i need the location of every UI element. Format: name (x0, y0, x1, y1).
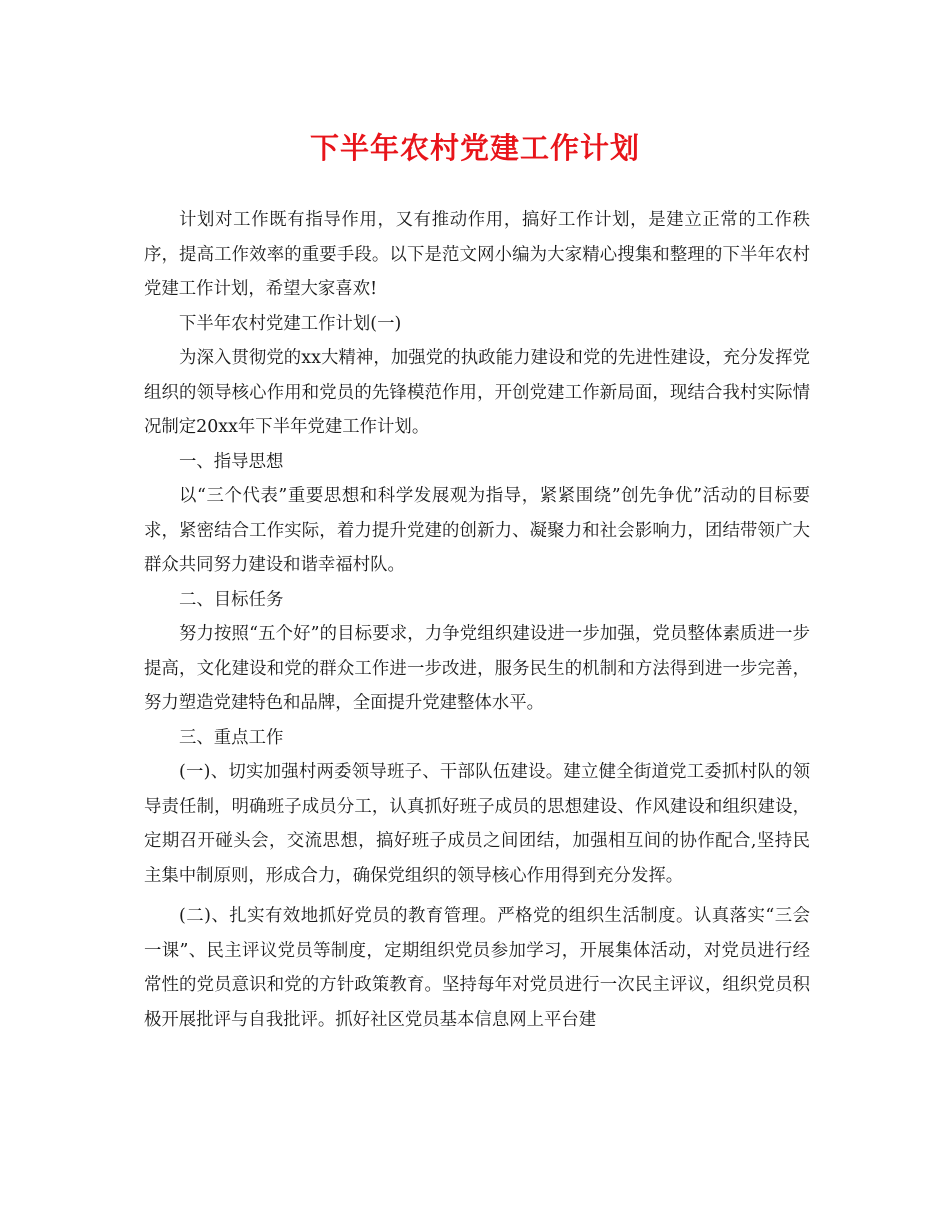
key-work-item-1: (一)、切实加强村两委领导班子、干部队伍建设。建立健全街道党工委抓村队的领导责任制，明确班子成员分工，认真抓好班子成员的思想建设、作风建设和组织建设，定期召开碰头会，交流思想，搞好班子成员之间团结，加强相互间的协作配合,坚持民主集中制原则，形成合力，确保党组织的领导核心作用得到充分发挥。 (144, 762, 810, 886)
intro-paragraph: 计划对工作既有指导作用，又有推动作用，搞好工作计划，是建立正常的工作秩序，提高工作效率的重要手段。以下是范文网小编为大家精心搜集和整理的下半年农村党建工作计划，希望大家喜欢! (144, 210, 810, 299)
section-heading-goals: 二、目标任务 (179, 589, 284, 610)
goals-paragraph: 努力按照“五个好”的目标要求，力争党组织建设进一步加强，党员整体素质进一步提高，文化建设和党的群众工作进一步改进，服务民生的机制和方法得到进一步完善，努力塑造党建特色和品牌，全面提升党建整体水平。 (144, 624, 810, 713)
section-heading-key-work: 三、重点工作 (179, 727, 284, 748)
guiding-thought-paragraph: 以“三个代表”重要思想和科学发展观为指导，紧紧围绕”创先争优”活动的目标要求，紧密结合工作实际，着力提升党建的创新力、凝聚力和社会影响力，团结带领广大群众共同努力建设和谐幸福村队。 (144, 486, 810, 575)
section-heading-guiding-thought: 一、指导思想 (179, 451, 284, 472)
key-work-item-2: (二)、扎实有效地抓好党员的教育管理。严格党的组织生活制度。认真落实“三会一课”、民主评议党员等制度，定期组织党员参加学习，开展集体活动，对党员进行经常性的党员意识和党的方针政策教育。坚持每年对党员进行一次民主评议，组织党员积极开展批评与自我批评。抓好社区党员基本信息网上平台建 (144, 906, 810, 1030)
document-body (144, 203, 810, 1037)
document-title: 下半年农村党建工作计划 (309, 131, 640, 165)
preface-paragraph: 为深入贯彻党的xx大精神，加强党的执政能力建设和党的先进性建设，充分发挥党组织的领导核心作用和党员的先锋模范作用，开创党建工作新局面，现结合我村实际情况制定20xx年下半年党建工作计划。 (144, 348, 810, 437)
plan-subtitle: 下半年农村党建工作计划(一) (179, 313, 402, 334)
